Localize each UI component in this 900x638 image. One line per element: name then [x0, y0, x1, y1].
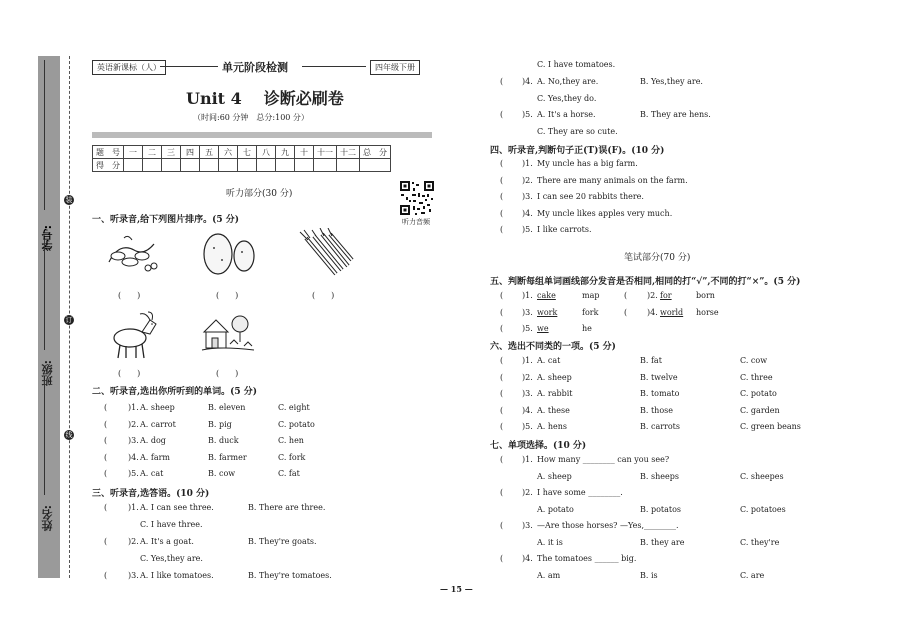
question-number: )1. [128, 403, 139, 412]
question-number: )3. [522, 308, 533, 317]
option-c[interactable]: C. sheepes [740, 472, 784, 481]
header-cell: 十 [295, 146, 314, 159]
word-1: work [537, 308, 558, 317]
option-a[interactable]: A. potato [537, 505, 574, 514]
answer-paren[interactable]: ( [104, 436, 108, 445]
option-a[interactable]: A. hens [537, 422, 568, 431]
word-2: fork [582, 308, 599, 317]
score-cell[interactable] [219, 159, 238, 172]
option-a[interactable]: A. dog [140, 436, 166, 445]
answer-paren[interactable]: ( [500, 225, 504, 234]
question-text: How many ________ can you see? [537, 455, 670, 464]
answer-paren[interactable]: ( [500, 291, 504, 300]
grade-tag: 四年级下册 [370, 60, 420, 75]
option-c[interactable]: C. potato [278, 420, 315, 429]
option-b[interactable]: B. sheeps [640, 472, 679, 481]
score-cell[interactable] [337, 159, 360, 172]
score-cell[interactable] [295, 159, 314, 172]
answer-paren[interactable]: ( [104, 469, 108, 478]
score-cell[interactable] [314, 159, 337, 172]
option-b[interactable]: B. Yes,they are. [640, 77, 703, 86]
qr-label: 听力音频 [402, 218, 430, 226]
option-c[interactable]: C. potatoes [740, 505, 786, 514]
score-table-score-row [93, 159, 391, 172]
question-number: )1. [522, 291, 533, 300]
answer-paren[interactable]: ( [500, 406, 504, 415]
option-b[interactable]: B. farmer [208, 453, 247, 462]
question-number: )2. [522, 176, 533, 185]
option-a[interactable]: A. farm [140, 453, 171, 462]
score-label-cell: 得 分 [93, 159, 124, 172]
header-rule-left [160, 66, 218, 67]
answer-paren[interactable]: ( [500, 521, 504, 530]
question-number: )4. [522, 77, 533, 86]
answer-paren[interactable]: ( [500, 389, 504, 398]
listening-section-title: 听力部分(30 分) [226, 189, 293, 199]
score-table [92, 145, 391, 172]
option-a[interactable]: A. cat [537, 356, 561, 365]
binding-dot-1: 装 [65, 196, 73, 204]
section-3-title: 三、听录音,选答语。(10 分) [92, 489, 210, 499]
answer-paren[interactable]: ( [500, 176, 504, 185]
option-c[interactable]: C. fork [278, 453, 306, 462]
answer-paren[interactable]: ( [104, 420, 108, 429]
option-c[interactable]: C. Yes,they are. [140, 554, 203, 563]
question-number: )2. [647, 291, 658, 300]
answer-paren[interactable]: ( ) [216, 291, 239, 300]
header-rule-right [302, 66, 366, 67]
score-cell[interactable] [162, 159, 181, 172]
score-cell[interactable] [143, 159, 162, 172]
answer-paren[interactable]: ( [104, 537, 108, 546]
header-cell: 十二 [337, 146, 360, 159]
answer-paren[interactable]: ( [500, 488, 504, 497]
score-cell[interactable] [360, 159, 391, 172]
word-1: cake [537, 291, 556, 300]
option-c[interactable]: C. Yes,they do. [537, 94, 597, 103]
option-b[interactable]: B. twelve [640, 373, 678, 382]
word-1: world [660, 308, 684, 317]
header-cell: 七 [238, 146, 257, 159]
name-blank[interactable] [44, 380, 45, 495]
header-cell: 一 [124, 146, 143, 159]
binding-dot-2: 订 [65, 316, 73, 324]
word-2: horse [696, 308, 719, 317]
answer-paren[interactable]: ( ) [216, 369, 239, 378]
option-a[interactable]: A. I can see three. [140, 503, 214, 512]
edition-tag: 英语新课标（人） [92, 60, 166, 75]
answer-paren[interactable]: ( [500, 159, 504, 168]
question-number: )4. [522, 209, 533, 218]
answer-paren[interactable]: ( ) [312, 291, 335, 300]
option-a[interactable]: A. It's a goat. [140, 537, 194, 546]
score-cell[interactable] [200, 159, 219, 172]
question-number: )4. [647, 308, 658, 317]
answer-paren[interactable]: ( [500, 209, 504, 218]
option-c[interactable]: C. eight [278, 403, 310, 412]
question-number: )2. [522, 488, 533, 497]
question-number: )4. [522, 406, 533, 415]
question-number: )3. [128, 436, 139, 445]
question-number: )1. [522, 356, 533, 365]
score-table-header-row [93, 146, 391, 159]
option-c[interactable]: C. green beans [740, 422, 801, 431]
option-c[interactable]: C. are [740, 571, 765, 580]
question-number: )2. [522, 373, 533, 382]
header-cell: 题 号 [93, 146, 124, 159]
name-label: 姓名: [41, 505, 54, 532]
option-c[interactable]: C. hen [278, 436, 304, 445]
word-1: we [537, 324, 549, 333]
statement: There are many animals on the farm. [537, 176, 688, 185]
option-b[interactable]: B. There are three. [248, 503, 326, 512]
student-id-blank[interactable] [44, 60, 45, 210]
question-number: )1. [522, 455, 533, 464]
option-b[interactable]: B. They're goats. [248, 537, 317, 546]
header-cell: 三 [162, 146, 181, 159]
question-number: )4. [522, 554, 533, 563]
answer-paren[interactable]: ( [104, 403, 108, 412]
answer-paren[interactable]: ( [500, 77, 504, 86]
class-label: 班级: [41, 360, 54, 387]
binding-strip [38, 56, 60, 578]
statement: My uncle likes apples very much. [537, 209, 673, 218]
option-c[interactable]: C. fat [278, 469, 300, 478]
option-c[interactable]: C. cow [740, 356, 768, 365]
peas-picture [104, 232, 160, 278]
option-c[interactable]: C. They are so cute. [537, 127, 618, 136]
answer-paren[interactable]: ( ) [118, 291, 141, 300]
option-c[interactable]: C. I have tomatoes. [537, 60, 616, 69]
option-a[interactable]: A. sheep [537, 472, 572, 481]
option-b[interactable]: B. They are hens. [640, 110, 711, 119]
header-cell: 六 [219, 146, 238, 159]
divider-bar [92, 132, 432, 138]
option-b[interactable]: B. those [640, 406, 673, 415]
option-a[interactable]: A. am [537, 571, 561, 580]
header-cell: 八 [257, 146, 276, 159]
option-c[interactable]: C. I have three. [140, 520, 203, 529]
question-number: )3. [522, 389, 533, 398]
carrots-picture [296, 228, 356, 280]
statement: My uncle has a big farm. [537, 159, 638, 168]
header-cell: 十一 [314, 146, 337, 159]
score-cell[interactable] [276, 159, 295, 172]
answer-paren[interactable]: ( [500, 308, 504, 317]
class-blank[interactable] [44, 240, 45, 350]
question-number: )2. [128, 420, 139, 429]
answer-paren[interactable]: ( [104, 503, 108, 512]
answer-paren[interactable]: ( [624, 291, 628, 300]
potatoes-picture [200, 230, 256, 276]
question-number: )3. [522, 521, 533, 530]
statement: I like carrots. [537, 225, 592, 234]
word-1: for [660, 291, 672, 300]
option-a[interactable]: A. No,they are. [537, 77, 599, 86]
word-2: he [582, 324, 592, 333]
goat-picture [104, 310, 160, 360]
question-number: )5. [522, 110, 533, 119]
unit-subtitle: 诊断必刷卷 [263, 89, 344, 108]
option-a[interactable]: A. sheep [140, 403, 175, 412]
option-c[interactable]: C. garden [740, 406, 780, 415]
option-a[interactable]: A. cat [140, 469, 164, 478]
option-b[interactable]: B. eleven [208, 403, 246, 412]
section-6-title: 六、选出不同类的一项。(5 分) [490, 342, 616, 352]
answer-paren[interactable]: ( [500, 422, 504, 431]
option-c[interactable]: C. potato [740, 389, 777, 398]
section-4-title: 四、听录音,判断句子正(T)误(F)。(10 分) [490, 146, 665, 156]
score-cell[interactable] [238, 159, 257, 172]
option-b[interactable]: B. duck [208, 436, 239, 445]
question-number: )2. [128, 537, 139, 546]
question-number: )5. [522, 422, 533, 431]
question-number: )1. [128, 503, 139, 512]
question-number: )5. [522, 324, 533, 333]
option-b[interactable]: B. is [640, 571, 658, 580]
question-number: )3. [128, 571, 139, 580]
answer-paren[interactable]: ( [500, 373, 504, 382]
option-b[interactable]: B. pig [208, 420, 232, 429]
answer-paren[interactable]: ( [624, 308, 628, 317]
statement: I can see 20 rabbits there. [537, 192, 644, 201]
header-cell: 总 分 [360, 146, 391, 159]
answer-paren[interactable]: ( [500, 455, 504, 464]
option-b[interactable]: B. cow [208, 469, 236, 478]
option-b[interactable]: B. tomato [640, 389, 680, 398]
score-cell[interactable] [181, 159, 200, 172]
answer-paren[interactable]: ( [104, 571, 108, 580]
option-b[interactable]: B. they are [640, 538, 685, 547]
score-cell[interactable] [257, 159, 276, 172]
question-number: )5. [128, 469, 139, 478]
question-text: I have some ________. [537, 488, 623, 497]
question-number: )1. [522, 159, 533, 168]
header-title: 单元阶段检测 [222, 61, 288, 74]
unit-title [186, 86, 344, 109]
page-number: — 15 — [440, 584, 473, 594]
answer-paren[interactable]: ( [500, 192, 504, 201]
question-text: The tomatoes ______ big. [537, 554, 637, 563]
answer-paren[interactable]: ( ) [118, 369, 141, 378]
option-a[interactable]: A. rabbit [537, 389, 573, 398]
unit-name: Unit 4 [186, 89, 242, 108]
option-c[interactable]: C. they're [740, 538, 780, 547]
header-cell: 四 [181, 146, 200, 159]
option-a[interactable]: A. It's a horse. [537, 110, 596, 119]
section-1-title: 一、听录音,给下列图片排序。(5 分) [92, 215, 240, 225]
question-number: )5. [522, 225, 533, 234]
option-a[interactable]: A. it is [537, 538, 563, 547]
answer-paren[interactable]: ( [500, 324, 504, 333]
section-5-title: 五、判断每组单词画线部分发音是否相同,相同的打“√”,不同的打“×”。(5 分) [490, 277, 801, 287]
option-a[interactable]: A. these [537, 406, 570, 415]
header-cell: 五 [200, 146, 219, 159]
section-2-title: 二、听录音,选出你所听到的单词。(5 分) [92, 387, 258, 397]
option-a[interactable]: A. sheep [537, 373, 572, 382]
question-text: —Are those horses? —Yes,________. [537, 521, 679, 530]
binding-dot-3: 线 [65, 431, 73, 439]
option-b[interactable]: B. carrots [640, 422, 680, 431]
word-2: map [582, 291, 600, 300]
answer-paren[interactable]: ( [500, 356, 504, 365]
answer-paren[interactable]: ( [500, 110, 504, 119]
score-cell[interactable] [124, 159, 143, 172]
farm-picture [200, 312, 256, 358]
answer-paren[interactable]: ( [104, 453, 108, 462]
question-number: )3. [522, 192, 533, 201]
option-c[interactable]: C. three [740, 373, 773, 382]
student-id-label: 学号: [41, 225, 54, 252]
section-7-title: 七、单项选择。(10 分) [490, 441, 587, 451]
question-number: )4. [128, 453, 139, 462]
answer-paren[interactable]: ( [500, 554, 504, 563]
option-b[interactable]: B. potatos [640, 505, 682, 514]
qr-code-icon[interactable] [399, 180, 435, 216]
option-b[interactable]: B. fat [640, 356, 662, 365]
time-score-info: （时间:60 分钟 总分:100 分） [193, 113, 309, 122]
header-cell: 九 [276, 146, 295, 159]
option-a[interactable]: A. carrot [140, 420, 176, 429]
written-section-title: 笔试部分(70 分) [624, 253, 691, 263]
header-cell: 二 [143, 146, 162, 159]
option-a[interactable]: A. I like tomatoes. [140, 571, 214, 580]
option-b[interactable]: B. They're tomatoes. [248, 571, 332, 580]
word-2: born [696, 291, 715, 300]
